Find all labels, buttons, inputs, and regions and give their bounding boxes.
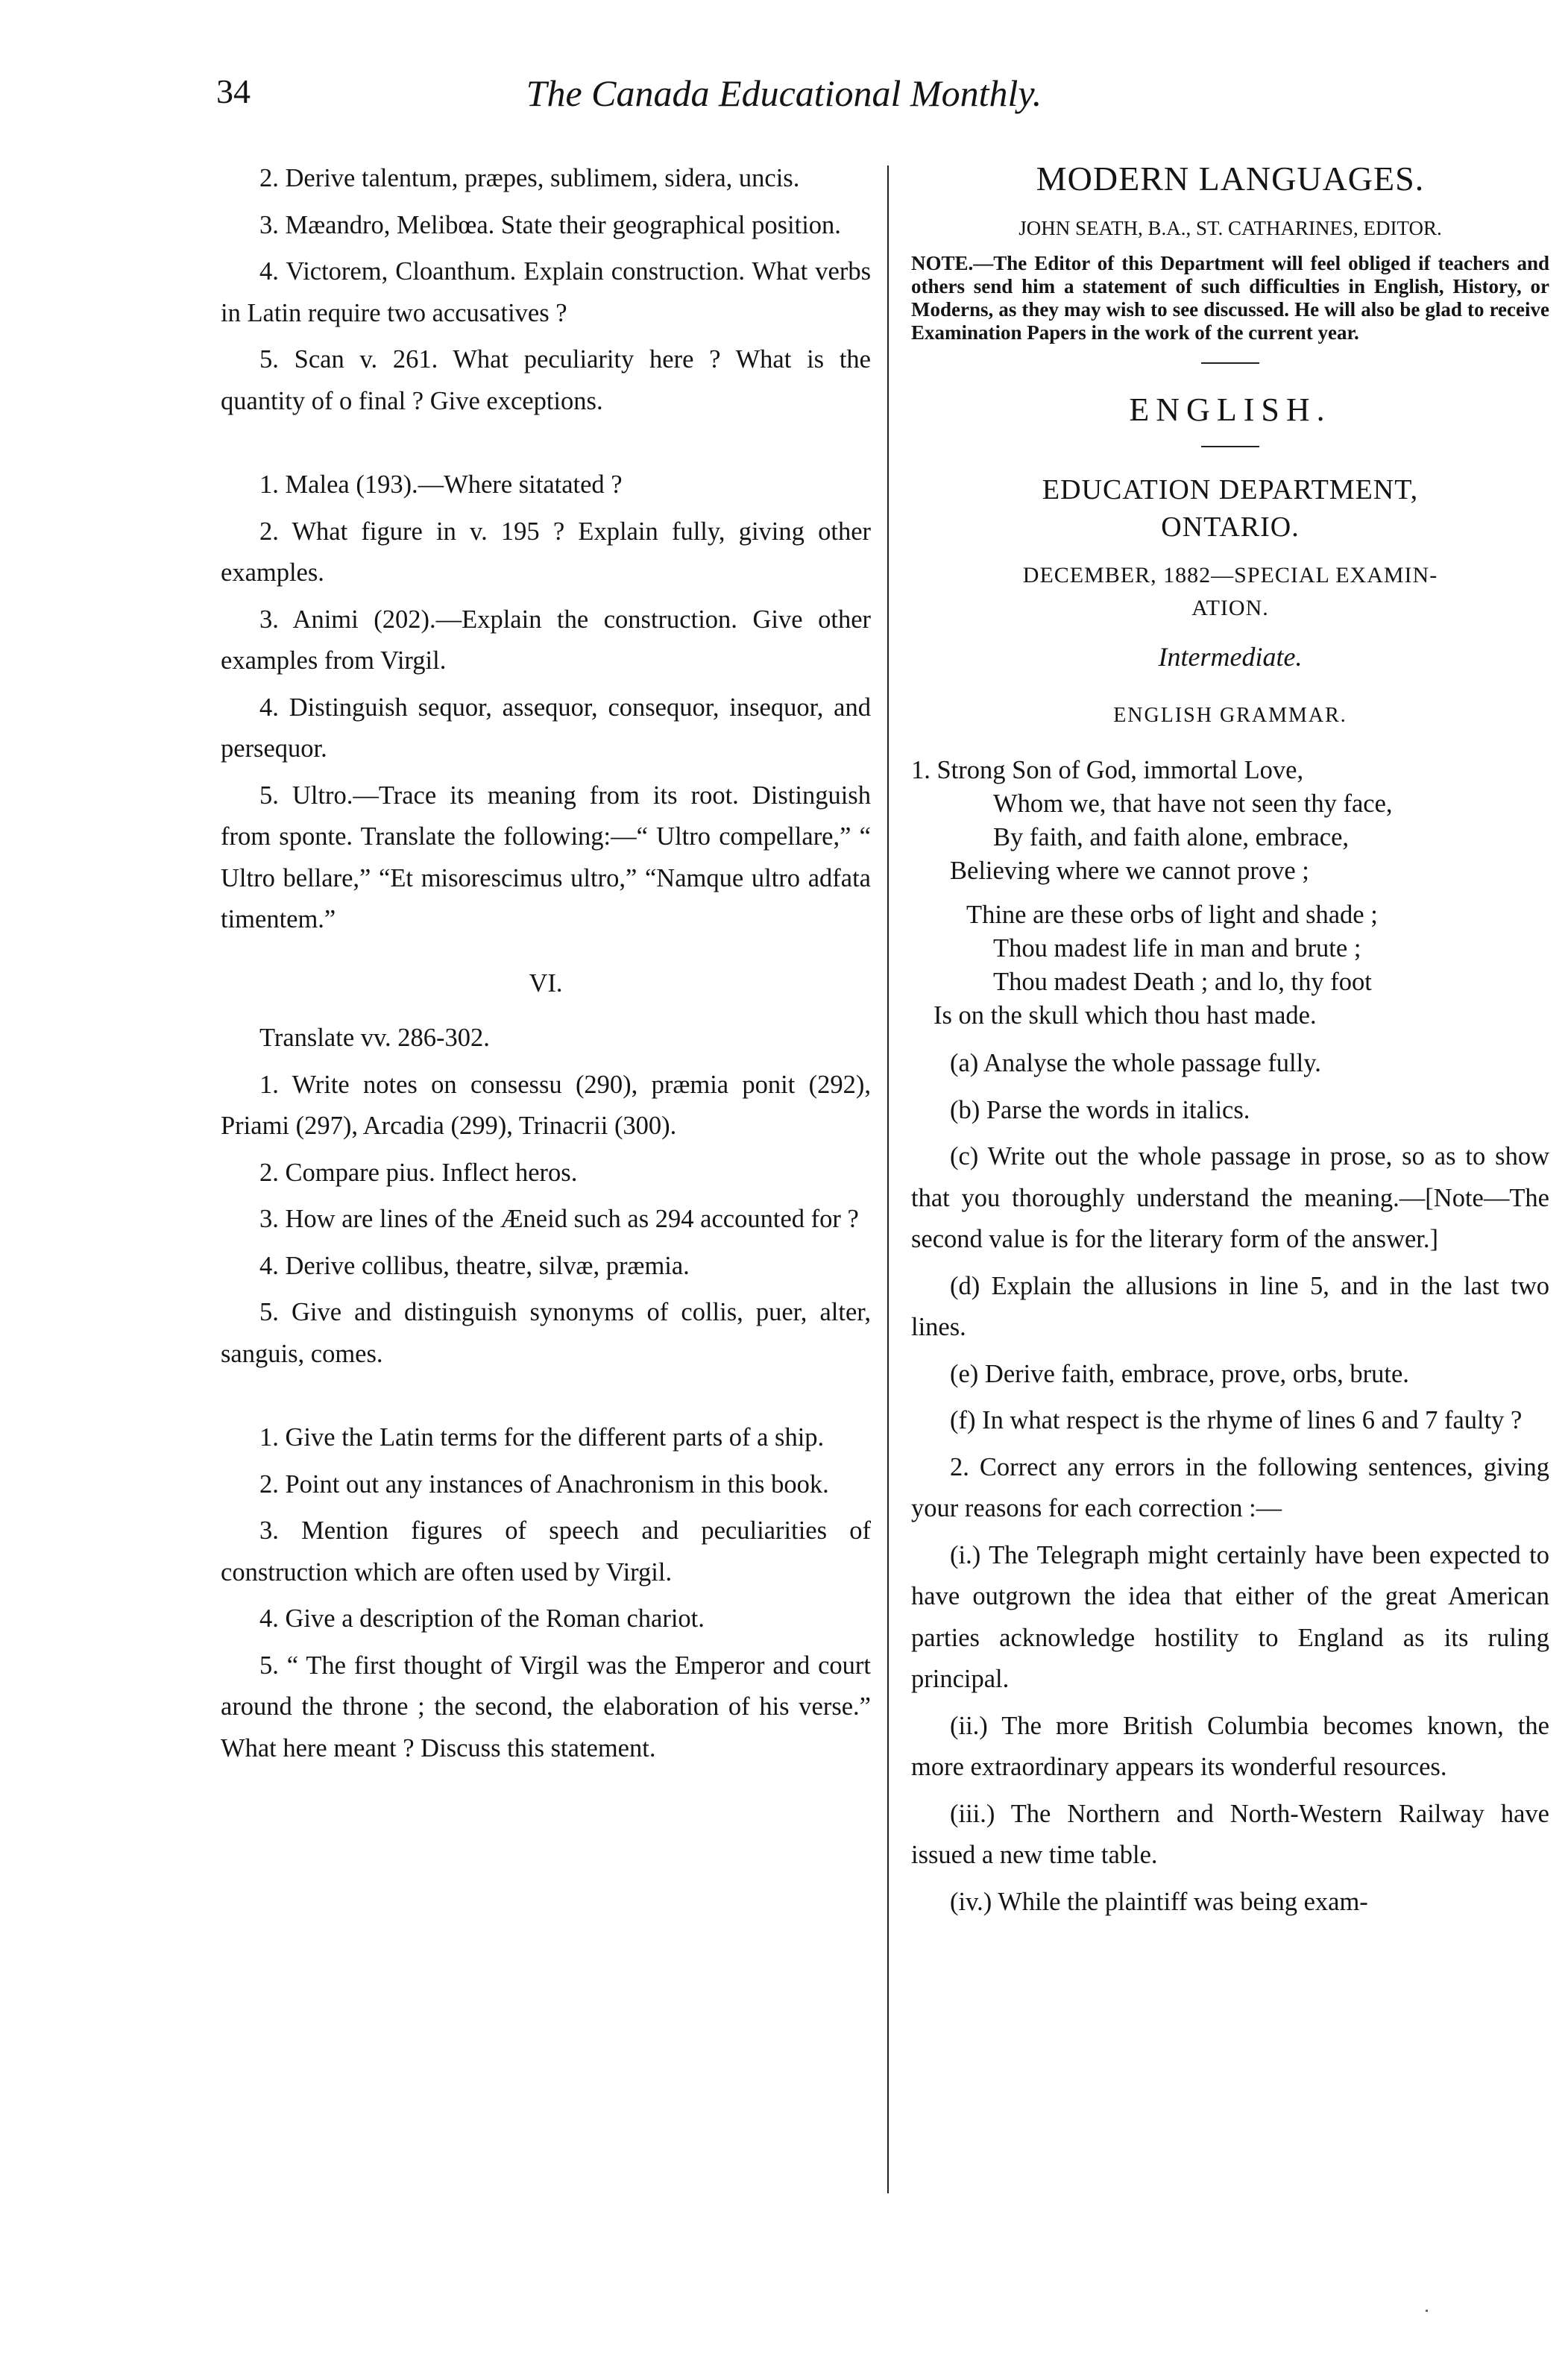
question-scan: 5. Scan v. 261. What peculiarity here ? What is the quantity of o final ? Give exceptions. bbox=[221, 345, 871, 415]
question-synonyms: 5. Give and distinguish synonyms of collis, puer, alter, sanguis, comes. bbox=[221, 1298, 871, 1368]
translate-instruction: Translate vv. 286-302. bbox=[259, 1024, 490, 1052]
sentence-telegraph: (i.) The Telegraph might certainly have been expected to have outgrown the idea that either of the great American parties acknowledge hostility to England as its ruling principal. bbox=[911, 1540, 1549, 1693]
question-analyse: (a) Analyse the whole passage fully. bbox=[950, 1049, 1321, 1077]
question-figure: 2. What figure in v. 195 ? Explain fully, giving other examples. bbox=[221, 517, 871, 587]
department-title: MODERN LANGUAGES. bbox=[1036, 160, 1425, 198]
question-sequor: 4. Distinguish sequor, assequor, consequor, insequor, and persequor. bbox=[221, 693, 871, 763]
question-derive-faith: (e) Derive faith, embrace, prove, orbs, brute. bbox=[950, 1359, 1409, 1388]
sentence-british-columbia: (ii.) The more British Columbia becomes known, the more extraordinary appears its wonderful resources. bbox=[911, 1711, 1549, 1781]
poem-stanza-2 bbox=[911, 898, 1549, 1033]
question-derive: 2. Derive talentum, præpes, sublimem, sidera, uncis. bbox=[259, 164, 800, 192]
section-english: ENGLISH. bbox=[1129, 391, 1332, 428]
ontario: ONTARIO. bbox=[1161, 511, 1300, 543]
short-rule bbox=[1201, 446, 1259, 447]
poem-line: Believing where we cannot prove ; bbox=[950, 857, 1309, 885]
question-anachronism: 2. Point out any instances of Anachronism in this book. bbox=[259, 1469, 829, 1499]
question-ship: 1. Give the Latin terms for the different parts of a ship. bbox=[259, 1423, 825, 1452]
question-correct-errors: 2. Correct any errors in the following sentences, giving your reasons for each correction :— bbox=[911, 1452, 1549, 1522]
poem-line: Is on the skull which thou hast made. bbox=[933, 1001, 1317, 1030]
question-malea: 1. Malea (193).—Where sitatated ? bbox=[259, 470, 623, 499]
column-divider bbox=[887, 166, 889, 2193]
question-first-thought: 5. “ The first thought of Virgil was the Emperor and court around the throne ; the second, the elaboration of his verse.” What here meant ? Discuss this statement. bbox=[221, 1651, 871, 1762]
exam-level: Intermediate. bbox=[1158, 642, 1303, 672]
page-header bbox=[0, 72, 1568, 139]
page-mark bbox=[1426, 2310, 1428, 2312]
question-figures: 3. Mention figures of speech and peculiarities of construction which are often used by Virgil. bbox=[221, 1516, 871, 1586]
question-prose: (c) Write out the whole passage in prose, so as to show that you thoroughly understand the meaning.—[Note—The second value is for the literary form of the answer.] bbox=[911, 1142, 1549, 1253]
right-column bbox=[911, 158, 1549, 1928]
page-number: 34 bbox=[216, 72, 251, 110]
exam-subject: ENGLISH GRAMMAR. bbox=[1113, 703, 1347, 727]
poem-line: Thine are these orbs of light and shade ; bbox=[966, 901, 1378, 929]
poem-line: 1. Strong Son of God, immortal Love, bbox=[911, 756, 1304, 784]
question-allusions: (d) Explain the allusions in line 5, and in the last two lines. bbox=[911, 1271, 1549, 1341]
question-animi: 3. Animi (202).—Explain the construction. Give other examples from Virgil. bbox=[221, 605, 871, 675]
question-chariot: 4. Give a description of the Roman chariot. bbox=[259, 1604, 705, 1633]
poem-line: By faith, and faith alone, embrace, bbox=[993, 823, 1350, 851]
poem-line: Whom we, that have not seen thy face, bbox=[993, 790, 1393, 818]
question-rhyme: (f) In what respect is the rhyme of lines 6 and 7 faulty ? bbox=[950, 1406, 1523, 1434]
poem-line: Thou madest life in man and brute ; bbox=[993, 934, 1361, 962]
question-maeandro: 3. Mæandro, Melibœa. State their geographical position. bbox=[259, 210, 841, 239]
running-title: The Canada Educational Monthly. bbox=[526, 72, 1042, 114]
question-lines: 3. How are lines of the Æneid such as 294 accounted for ? bbox=[259, 1205, 859, 1233]
sentence-railway: (iii.) The Northern and North-Western Railway have issued a new time table. bbox=[911, 1799, 1549, 1869]
question-ultro: 5. Ultro.—Trace its meaning from its root. Distinguish from sponte. Translate the following:—“ Ultro compellare,” “ Ultro bellare,” “Et misorescimus ultro,” “Namque ultro adfata timentem.” bbox=[221, 781, 871, 933]
education-department: EDUCATION DEPARTMENT, bbox=[1042, 474, 1419, 505]
question-derive-collibus: 4. Derive collibus, theatre, silvæ, præmia. bbox=[259, 1251, 690, 1280]
section-heading-vi: VI. bbox=[529, 968, 563, 998]
short-rule bbox=[1201, 362, 1259, 364]
exam-date: DECEMBER, 1882—SPECIAL EXAMIN- ATION. bbox=[1022, 563, 1438, 620]
sentence-plaintiff: (iv.) While the plaintiff was being exam- bbox=[950, 1887, 1368, 1916]
editor-note: NOTE.—The Editor of this Department will feel obliged if teachers and others send him a statement of such difficulties in English, History, or Moderns, as they may wish to see discussed. He will also be glad to receive Examination Papers in the work of the current year. bbox=[911, 252, 1549, 344]
left-column bbox=[221, 158, 871, 1774]
question-victorem: 4. Victorem, Cloanthum. Explain construction. What verbs in Latin require two accusatives ? bbox=[221, 257, 871, 327]
question-parse: (b) Parse the words in italics. bbox=[950, 1095, 1250, 1124]
question-notes: 1. Write notes on consessu (290), præmia ponit (292), Priami (297), Arcadia (299), Trinacrii (300). bbox=[221, 1070, 871, 1140]
poem-stanza-1 bbox=[911, 754, 1549, 888]
question-compare: 2. Compare pius. Inflect heros. bbox=[259, 1158, 578, 1187]
poem-line: Thou madest Death ; and lo, thy foot bbox=[993, 968, 1372, 996]
editor-line: JOHN SEATH, B.A., ST. CATHARINES, EDITOR. bbox=[1018, 217, 1442, 239]
